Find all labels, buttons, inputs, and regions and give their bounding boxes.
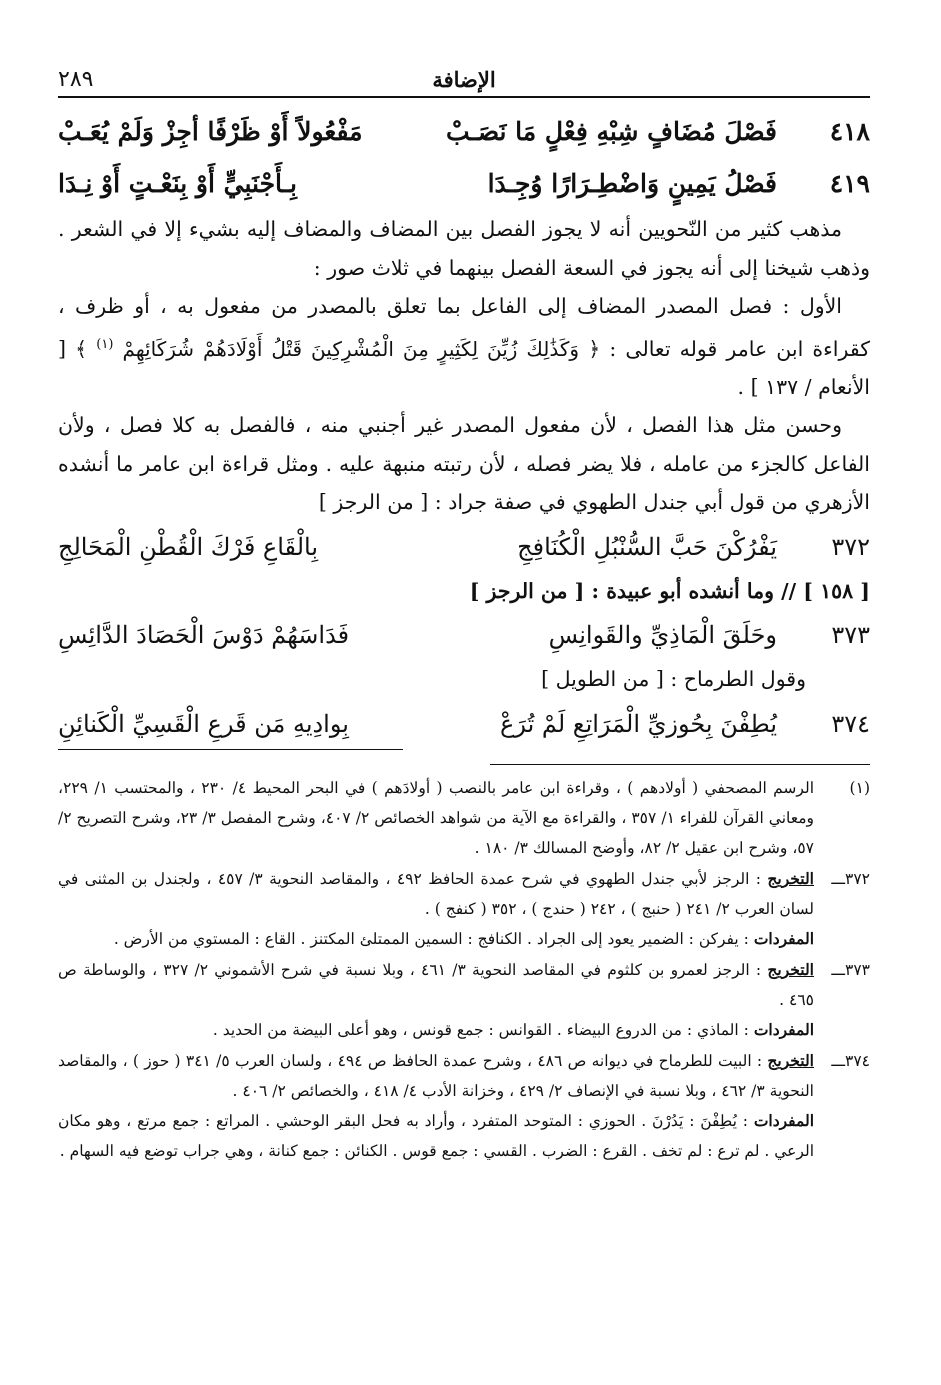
note-373-mufradat xyxy=(58,1015,870,1045)
main-text xyxy=(58,210,870,522)
verse-first-hemistich: فَصْلُ يَمِينٍ وَاضْطِـرَارًا وُجِـدَا xyxy=(487,169,777,198)
note-372-mufradat xyxy=(58,924,870,954)
takhrij-label: التخريج xyxy=(767,868,814,888)
footnote-divider xyxy=(490,764,870,765)
verse-number: ٤١٩ xyxy=(829,169,870,198)
book-page xyxy=(58,62,870,1167)
footnote-number: (١) xyxy=(849,778,870,797)
verse-372 xyxy=(58,522,870,572)
page-header xyxy=(58,62,870,98)
mufradat-text: : يفركن : الضمير يعود إلى الجراد . الكنافج : السمين الممتلئ المكتنز . القاع : المستوي من الأرض . xyxy=(113,930,749,949)
mufradat-text: : الماذي : من الدروع البيضاء . القوانس : جمع قونس ، وهو أعلى البيضة من الحديد . xyxy=(212,1021,749,1040)
verse-first-hemistich: فَصْلَ مُضَافٍ شِبْهِ فِعْلٍ مَا نَصَـبْ xyxy=(445,117,777,146)
note-takhrij xyxy=(58,1046,814,1107)
footnote-1 xyxy=(58,773,870,864)
takhrij-text: : البيت للطرماح في ديوانه ص ٤٨٦ ، وشرح عمدة الحافظ ص ٤٩٤ ، ولسان العرب ٥/ ٣٤١ ( حوز ) ، والمقاصد النحوية ٣/ ٤٦٢ ، وبلا نسبة في الإنصاف ٢/ ٤٢٩ ، وخزانة الأدب ٤/ ٤١٨ ، والخصائص ٢/ ٤٠٦ . xyxy=(58,1051,814,1100)
takhrij-label: التخريج xyxy=(767,959,814,979)
verse-first-hemistich: وحَلَقَ الْمَاذِيِّ والقَوانِسِ xyxy=(548,621,777,650)
verse-second-hemistich: فَدَاسَهُمْ دَوْسَ الْحَصَادَ الدَّائِسِ xyxy=(58,621,350,650)
verse-number: ٤١٨ xyxy=(829,117,870,146)
quran-verse: وَكَذَٰلِكَ زُيِّنَ لِكَثِيرٍ مِنَ الْمُشْرِكِينَ قَتْلُ أَوْلَادَهُمْ شُرَكَائِهِمْ xyxy=(122,336,580,361)
line-158: [ ١٥٨ ] // وما أنشده أبو عبيدة : [ من الرجز ] xyxy=(469,578,870,603)
note-374-mufradat xyxy=(58,1106,870,1167)
line-tirimmah: وقول الطرماح : [ من الطويل ] xyxy=(541,667,806,692)
footnotes xyxy=(58,773,870,1167)
takhrij-text: : الرجز لأبي جندل الطهوي في شرح عمدة الحافظ ٤٩٢ ، والمقاصد النحوية ٣/ ٤٥٧ ، ولجندل بن المثنى في لسان العرب ٢/ ٢٤١ ( حنبج ) ، ٢٤٢ ( حندج ) ، ٣٥٢ ( كنفج ) . xyxy=(58,869,814,919)
paragraph: وحسن مثل هذا الفصل ، لأن مفعول المصدر غير أجنبي منه ، فالفصل به كلا فصل ، ولأن الفاعل كالجزء من عامله ، فلا يضر فصله ، لأن رتبته منبهة عليه . ومثل قراءة ابن عامر ما أنشده الأزهري من قول أبي جندل الطهوي في صفة جراد : [ من الرجز ] xyxy=(58,413,870,515)
verse-second-hemistich: بِـأَجْنَبِيٍّ أَوْ بِنَعْـتٍ أَوْ نِـدَا xyxy=(58,169,297,198)
verse-number: ٣٧٤ xyxy=(831,709,870,738)
paragraph-text: الأول : فصل المصدر المضاف إلى الفاعل بما تعلق بالمصدر من مفعول به ، أو ظرف ، كقراءة ابن عامر قوله تعالى : ﴿ xyxy=(58,294,870,361)
note-number: ٣٧٤ـــ xyxy=(831,1051,870,1070)
mufradat-label: المفردات xyxy=(753,929,814,949)
verse-419 xyxy=(58,158,870,210)
verse-418 xyxy=(58,106,870,158)
footnote-ref: (١) xyxy=(96,336,114,352)
paragraph-first-form xyxy=(58,287,870,406)
note-number: ٣٧٢ـــ xyxy=(831,869,870,888)
verse-373 xyxy=(58,610,870,660)
mufradat-text: : يُطِفْنَ : يَدُرْنَ . الحوزي : المتوحد المتفرد ، وأراد به فحل البقر الوحشي . المراتع : جمع مرتع ، وهو مكان الرعي . لم ترع : لم تخف . القرع : الضرب . القسي : جمع قوس . الكنائن : جمع كنانة ، وهي جراب توضع فيه السهام . xyxy=(58,1112,814,1161)
verse-374 xyxy=(58,699,870,750)
chapter-title: الإضافة xyxy=(432,67,496,92)
paragraph-text: ﴾ [ الأنعام / ١٣٧ ] . xyxy=(58,336,870,399)
verse-second-hemistich: بِوادِيهِ مَن قَرعِ الْقَسِيِّ الْكَنائِنِ xyxy=(58,699,403,750)
note-takhrij xyxy=(58,864,814,925)
verse-first-hemistich: يُطِفْنَ بِحُوزيِّ الْمَرَاتِعِ لَمْ تُرَعْ xyxy=(500,709,777,738)
note-374 xyxy=(58,1046,870,1107)
verse-second-hemistich: مَفْعُولاً أَوْ ظَرْفًا أجِزْ وَلَمْ يُعَـبْ xyxy=(58,117,363,146)
takhrij-label: التخريج xyxy=(767,1050,814,1070)
verse-number: ٣٧٢ xyxy=(831,532,870,561)
takhrij-text: : الرجز لعمرو بن كلثوم في المقاصد النحوية ٣/ ٤٦١ ، وبلا نسبة في شرح الأشموني ٢/ ٣٢٧ ، والوساطة ص ٤٦٥ . xyxy=(58,960,814,1009)
page-number: ٢٨٩ xyxy=(58,67,94,92)
verse-second-hemistich: بِالْقَاعِ فَرْكَ الْقُطْنِ الْمَحَالِجِ xyxy=(58,532,319,561)
note-takhrij xyxy=(58,955,814,1016)
verse-number: ٣٧٣ xyxy=(831,621,870,650)
note-373 xyxy=(58,955,870,1016)
mufradat-label: المفردات xyxy=(753,1111,814,1131)
note-372 xyxy=(58,864,870,925)
mufradat-label: المفردات xyxy=(753,1020,814,1040)
paragraph: مذهب كثير من النّحويين أنه لا يجوز الفصل بين المضاف والمضاف إليه بشيء إلا في الشعر . وذهب شيخنا إلى أنه يجوز في السعة الفصل بينهما في ثلاث صور : xyxy=(58,217,870,280)
verse-first-hemistich: يَفْرُكْنَ حَبَّ السُّنْبُلِ الْكُنَافِجِ xyxy=(517,532,777,561)
footnote-text: الرسم المصحفي ( أولادهم ) ، وقراءة ابن عامر بالنصب ( أولادَهم ) في البحر المحيط ٤/ ٢٣٠ ، والمحتسب ١/ ٢٢٩، ومعاني القرآن للفراء ١/ ٣٥٧ ، والقراءة مع الآية من شواهد الخصائص ٢/ ٤٠٧، وشرح المفصل ٣/ ٢٣، وشرح التصريح ٢/ ٥٧، وشرح ابن عقيل ٢/ ٨٢، وأوضح المسالك ٣/ ١٨٠ . xyxy=(58,778,815,858)
note-number: ٣٧٣ـــ xyxy=(831,960,870,979)
